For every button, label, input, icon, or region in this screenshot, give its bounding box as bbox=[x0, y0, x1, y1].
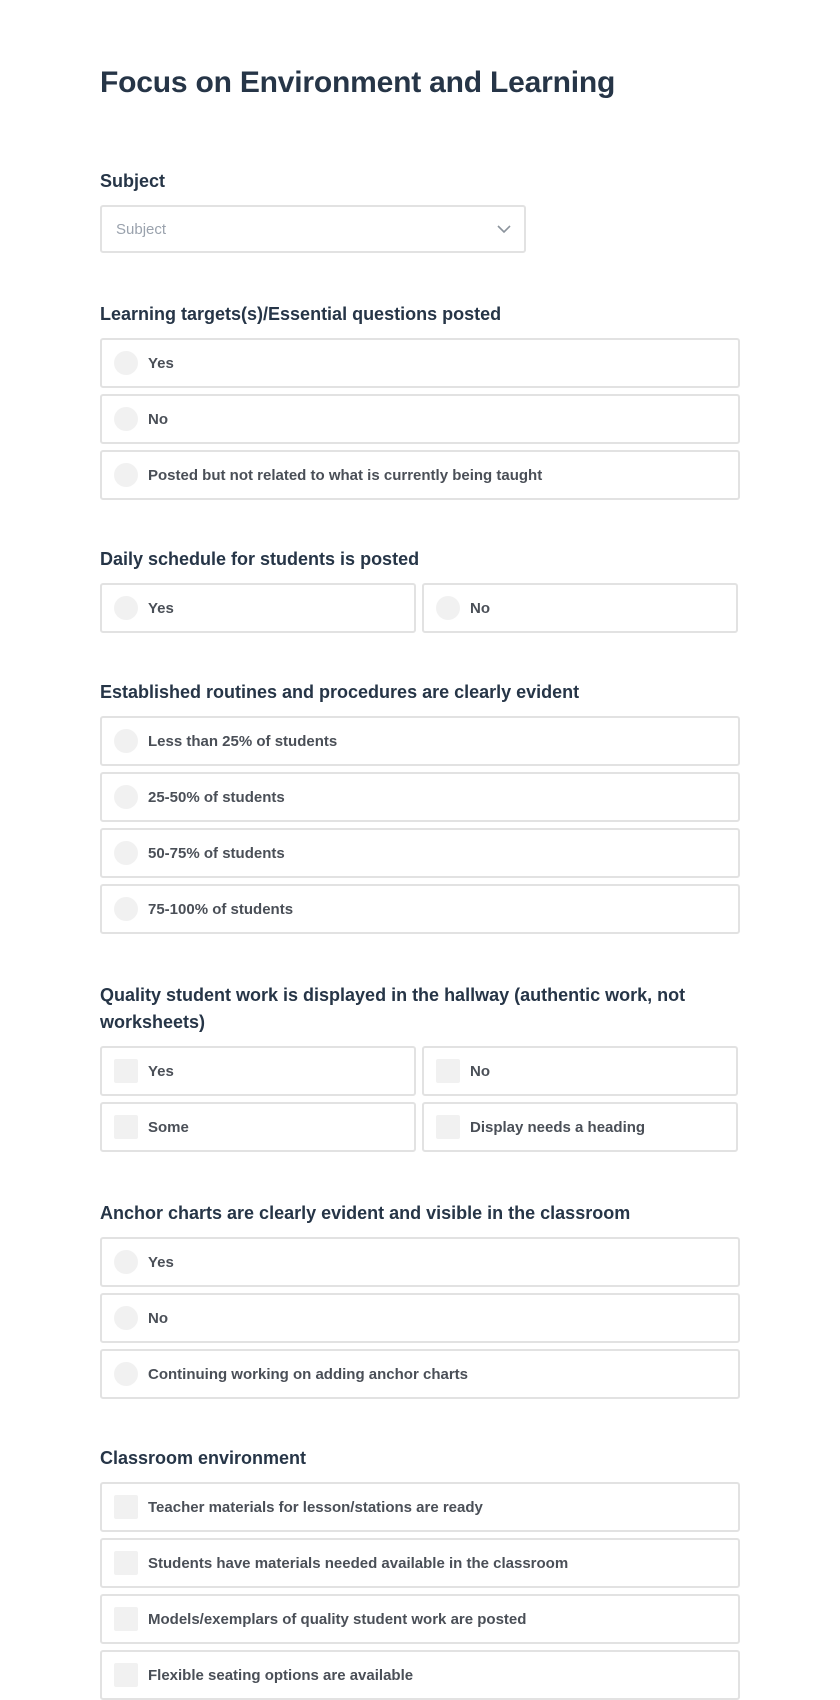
student-work-option-yes[interactable] bbox=[100, 1046, 416, 1096]
routines-option-75-100[interactable] bbox=[100, 884, 740, 934]
anchor-charts-label: Anchor charts are clearly evident and visible in the classroom bbox=[100, 1203, 631, 1223]
daily-schedule-label: Daily schedule for students is posted bbox=[100, 549, 420, 569]
chevron-down-icon bbox=[496, 221, 512, 237]
option-label: Display needs a heading bbox=[470, 1118, 646, 1136]
classroom-environment-section bbox=[100, 1445, 740, 1700]
learning-targets-label: Learning targets(s)/Essential questions posted bbox=[100, 304, 502, 324]
radio-button[interactable] bbox=[114, 596, 138, 620]
subject-label: Subject bbox=[100, 171, 166, 191]
student-work-label: Quality student work is displayed in the hallway (authentic work, not worksheets) bbox=[100, 985, 686, 1032]
learning-targets-option-posted-not-related[interactable] bbox=[100, 450, 740, 500]
option-label: Less than 25% of students bbox=[148, 732, 338, 750]
radio-button[interactable] bbox=[436, 596, 460, 620]
page-title: Focus on Environment and Learning bbox=[100, 66, 616, 99]
subject-select-placeholder: Subject bbox=[116, 220, 167, 238]
option-label: 25-50% of students bbox=[148, 788, 285, 806]
routines-label: Established routines and procedures are clearly evident bbox=[100, 682, 580, 702]
checkbox[interactable] bbox=[114, 1663, 138, 1687]
student-work-option-no[interactable] bbox=[422, 1046, 738, 1096]
daily-schedule-option-no[interactable] bbox=[422, 583, 738, 633]
option-label: Continuing working on adding anchor charts bbox=[148, 1365, 468, 1383]
routines-option-50-75[interactable] bbox=[100, 828, 740, 878]
option-label: No bbox=[470, 599, 490, 617]
checkbox[interactable] bbox=[114, 1115, 138, 1139]
subject-select[interactable] bbox=[100, 205, 526, 253]
checkbox[interactable] bbox=[114, 1059, 138, 1083]
option-label: Some bbox=[148, 1118, 189, 1136]
classroom-environment-label: Classroom environment bbox=[100, 1448, 307, 1468]
radio-button[interactable] bbox=[114, 841, 138, 865]
anchor-charts-option-no[interactable] bbox=[100, 1293, 740, 1343]
subject-section bbox=[100, 168, 740, 253]
radio-button[interactable] bbox=[114, 729, 138, 753]
student-work-section bbox=[100, 982, 740, 1152]
classroom-env-option-teacher-materials[interactable] bbox=[100, 1482, 740, 1532]
routines-option-25-50[interactable] bbox=[100, 772, 740, 822]
student-work-option-display-needs-heading[interactable] bbox=[422, 1102, 738, 1152]
option-label: No bbox=[148, 1309, 168, 1327]
daily-schedule-option-yes[interactable] bbox=[100, 583, 416, 633]
option-label: Yes bbox=[148, 354, 174, 372]
anchor-charts-option-yes[interactable] bbox=[100, 1237, 740, 1287]
option-label: Yes bbox=[148, 1062, 174, 1080]
option-label: Posted but not related to what is currently being taught bbox=[148, 466, 543, 484]
daily-schedule-section bbox=[100, 546, 740, 633]
classroom-env-option-flexible-seating[interactable] bbox=[100, 1650, 740, 1700]
radio-button[interactable] bbox=[114, 897, 138, 921]
learning-targets-option-yes[interactable] bbox=[100, 338, 740, 388]
routines-section bbox=[100, 679, 740, 934]
option-label: Flexible seating options are available bbox=[148, 1666, 414, 1684]
checkbox[interactable] bbox=[114, 1495, 138, 1519]
radio-button[interactable] bbox=[114, 1362, 138, 1386]
anchor-charts-option-continuing[interactable] bbox=[100, 1349, 740, 1399]
checkbox[interactable] bbox=[436, 1059, 460, 1083]
radio-button[interactable] bbox=[114, 785, 138, 809]
option-label: Models/exemplars of quality student work are posted bbox=[148, 1610, 527, 1628]
option-label: Teacher materials for lesson/stations are ready bbox=[148, 1498, 483, 1516]
learning-targets-option-no[interactable] bbox=[100, 394, 740, 444]
option-label: No bbox=[148, 410, 168, 428]
option-label: Students have materials needed available in the classroom bbox=[148, 1554, 569, 1572]
student-work-option-some[interactable] bbox=[100, 1102, 416, 1152]
radio-button[interactable] bbox=[114, 1250, 138, 1274]
checkbox[interactable] bbox=[114, 1607, 138, 1631]
radio-button[interactable] bbox=[114, 463, 138, 487]
option-label: Yes bbox=[148, 599, 174, 617]
option-label: Yes bbox=[148, 1253, 174, 1271]
checkbox[interactable] bbox=[114, 1551, 138, 1575]
form-page bbox=[100, 0, 740, 1700]
option-label: 75-100% of students bbox=[148, 900, 294, 918]
option-label: No bbox=[470, 1062, 490, 1080]
radio-button[interactable] bbox=[114, 351, 138, 375]
option-label: 50-75% of students bbox=[148, 844, 285, 862]
learning-targets-section bbox=[100, 301, 740, 500]
anchor-charts-section bbox=[100, 1200, 740, 1399]
radio-button[interactable] bbox=[114, 407, 138, 431]
radio-button[interactable] bbox=[114, 1306, 138, 1330]
checkbox[interactable] bbox=[436, 1115, 460, 1139]
routines-option-less-25[interactable] bbox=[100, 716, 740, 766]
classroom-env-option-models-exemplars[interactable] bbox=[100, 1594, 740, 1644]
classroom-env-option-student-materials[interactable] bbox=[100, 1538, 740, 1588]
